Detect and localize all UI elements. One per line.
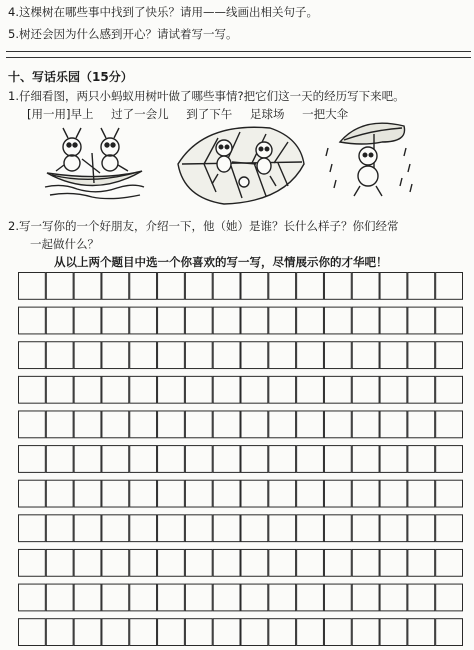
grid-cell[interactable] [213, 376, 240, 403]
grid-cell[interactable] [19, 342, 46, 369]
grid-cell[interactable] [102, 376, 129, 403]
grid-cell[interactable] [158, 376, 185, 403]
grid-cell[interactable] [297, 273, 324, 300]
grid-cell[interactable] [324, 480, 351, 507]
grid-cell[interactable] [324, 411, 351, 438]
grid-cell[interactable] [408, 584, 435, 611]
grid-cell[interactable] [297, 411, 324, 438]
grid-cell[interactable] [380, 480, 407, 507]
task-2-line-2: 一起做什么？ [30, 237, 99, 251]
grid-cell[interactable] [46, 584, 73, 611]
grid-cell[interactable] [380, 515, 407, 542]
grid-cell[interactable] [46, 411, 73, 438]
grid-cell[interactable] [408, 307, 435, 334]
grid-cell[interactable] [352, 376, 379, 403]
grid-cell[interactable] [352, 411, 379, 438]
grid-cell[interactable] [74, 446, 101, 473]
grid-cell[interactable] [46, 273, 73, 300]
ants-on-leaf-boat-icon [42, 125, 146, 201]
grid-cell[interactable] [185, 273, 212, 300]
grid-cell[interactable] [46, 619, 73, 646]
grid-cell[interactable] [241, 411, 268, 438]
grid-row[interactable] [19, 446, 463, 473]
grid-cell[interactable] [408, 480, 435, 507]
grid-cell[interactable] [436, 307, 463, 334]
grid-cell[interactable] [408, 376, 435, 403]
grid-cell[interactable] [213, 411, 240, 438]
grid-cell[interactable] [241, 273, 268, 300]
grid-cell[interactable] [436, 480, 463, 507]
grid-cell[interactable] [213, 342, 240, 369]
grid-cell[interactable] [130, 376, 157, 403]
grid-row[interactable] [19, 307, 463, 334]
task-1: 1.仔细看图，两只小蚂蚁用树叶做了哪些事情?把它们这一天的经历写下来吧。 [8, 89, 405, 103]
grid-cell[interactable] [436, 376, 463, 403]
grid-cell[interactable] [185, 549, 212, 576]
grid-cell[interactable] [436, 411, 463, 438]
grid-cell[interactable] [380, 619, 407, 646]
writing-grid[interactable] [18, 272, 463, 646]
grid-cell[interactable] [436, 549, 463, 576]
grid-cell[interactable] [380, 376, 407, 403]
grid-cell[interactable] [130, 549, 157, 576]
section-title: 十、写话乐园（15分） [8, 70, 133, 84]
grid-cell[interactable] [185, 584, 212, 611]
grid-cell[interactable] [213, 446, 240, 473]
grid-cell[interactable] [269, 480, 296, 507]
grid-cell[interactable] [352, 619, 379, 646]
grid-cell[interactable] [436, 342, 463, 369]
grid-cell[interactable] [158, 446, 185, 473]
ant-under-leaf-umbrella-icon [322, 112, 418, 200]
hint-word: 到了下午 [186, 107, 233, 121]
grid-cell[interactable] [352, 480, 379, 507]
grid-cell[interactable] [46, 307, 73, 334]
grid-cell[interactable] [297, 376, 324, 403]
grid-cell[interactable] [408, 619, 435, 646]
grid-cell[interactable] [324, 619, 351, 646]
grid-cell[interactable] [324, 584, 351, 611]
grid-cell[interactable] [297, 307, 324, 334]
grid-cell[interactable] [185, 307, 212, 334]
grid-cell[interactable] [297, 584, 324, 611]
grid-cell[interactable] [297, 515, 324, 542]
grid-cell[interactable] [46, 446, 73, 473]
grid-cell[interactable] [241, 446, 268, 473]
grid-cell[interactable] [74, 342, 101, 369]
grid-cell[interactable] [436, 515, 463, 542]
grid-cell[interactable] [408, 549, 435, 576]
grid-cell[interactable] [324, 446, 351, 473]
grid-cell[interactable] [158, 549, 185, 576]
section-divider [6, 57, 471, 58]
grid-row[interactable] [19, 549, 463, 576]
grid-row[interactable] [19, 411, 463, 438]
grid-cell[interactable] [102, 273, 129, 300]
grid-cell[interactable] [241, 584, 268, 611]
grid-cell[interactable] [269, 515, 296, 542]
grid-cell[interactable] [158, 619, 185, 646]
grid-cell[interactable] [19, 446, 46, 473]
grid-cell[interactable] [269, 342, 296, 369]
grid-cell[interactable] [269, 307, 296, 334]
grid-cell[interactable] [297, 549, 324, 576]
grid-cell[interactable] [130, 273, 157, 300]
grid-cell[interactable] [380, 342, 407, 369]
grid-cell[interactable] [46, 515, 73, 542]
grid-cell[interactable] [158, 480, 185, 507]
grid-cell[interactable] [19, 376, 46, 403]
grid-cell[interactable] [46, 342, 73, 369]
grid-cell[interactable] [436, 273, 463, 300]
grid-cell[interactable] [185, 446, 212, 473]
grid-cell[interactable] [324, 273, 351, 300]
grid-cell[interactable] [19, 273, 46, 300]
grid-cell[interactable] [352, 446, 379, 473]
grid-cell[interactable] [74, 376, 101, 403]
grid-row[interactable] [19, 584, 463, 611]
grid-cell[interactable] [185, 515, 212, 542]
grid-row[interactable] [19, 273, 463, 300]
grid-cell[interactable] [158, 515, 185, 542]
grid-cell[interactable] [158, 342, 185, 369]
grid-cell[interactable] [213, 619, 240, 646]
hint-word: [用一用]早上 [27, 107, 94, 121]
grid-cell[interactable] [408, 446, 435, 473]
grid-cell[interactable] [324, 307, 351, 334]
grid-cell[interactable] [324, 549, 351, 576]
grid-cell[interactable] [185, 411, 212, 438]
grid-cell[interactable] [269, 549, 296, 576]
grid-cell[interactable] [324, 515, 351, 542]
grid-cell[interactable] [46, 480, 73, 507]
grid-row[interactable] [19, 376, 463, 403]
grid-cell[interactable] [185, 619, 212, 646]
grid-cell[interactable] [352, 584, 379, 611]
grid-cell[interactable] [102, 342, 129, 369]
grid-cell[interactable] [102, 307, 129, 334]
grid-cell[interactable] [269, 273, 296, 300]
grid-cell[interactable] [297, 342, 324, 369]
grid-cell[interactable] [352, 307, 379, 334]
grid-cell[interactable] [74, 515, 101, 542]
grid-cell[interactable] [380, 549, 407, 576]
question-5: 5.树还会因为什么感到开心？请试着写一写。 [8, 27, 238, 41]
grid-cell[interactable] [213, 480, 240, 507]
grid-cell[interactable] [74, 584, 101, 611]
grid-cell[interactable] [102, 480, 129, 507]
grid-cell[interactable] [130, 619, 157, 646]
grid-cell[interactable] [130, 515, 157, 542]
grid-cell[interactable] [269, 619, 296, 646]
grid-cell[interactable] [158, 411, 185, 438]
grid-cell[interactable] [185, 342, 212, 369]
grid-cell[interactable] [74, 307, 101, 334]
grid-cell[interactable] [130, 480, 157, 507]
grid-cell[interactable] [352, 549, 379, 576]
grid-cell[interactable] [352, 273, 379, 300]
grid-cell[interactable] [241, 619, 268, 646]
choose-instruction: 从以上两个题目中选一个你喜欢的写一写，尽情展示你的才华吧！ [54, 255, 388, 269]
grid-cell[interactable] [19, 515, 46, 542]
grid-cell[interactable] [130, 342, 157, 369]
grid-cell[interactable] [130, 411, 157, 438]
grid-cell[interactable] [158, 273, 185, 300]
grid-cell[interactable] [130, 307, 157, 334]
grid-cell[interactable] [269, 411, 296, 438]
grid-cell[interactable] [269, 376, 296, 403]
hint-word: 足球场 [249, 107, 285, 121]
grid-cell[interactable] [380, 307, 407, 334]
grid-cell[interactable] [102, 515, 129, 542]
grid-cell[interactable] [158, 307, 185, 334]
grid-cell[interactable] [297, 446, 324, 473]
grid-cell[interactable] [408, 411, 435, 438]
grid-cell[interactable] [436, 584, 463, 611]
grid-cell[interactable] [352, 342, 379, 369]
grid-cell[interactable] [19, 549, 46, 576]
grid-cell[interactable] [74, 411, 101, 438]
grid-cell[interactable] [102, 584, 129, 611]
grid-cell[interactable] [241, 376, 268, 403]
grid-cell[interactable] [213, 307, 240, 334]
grid-cell[interactable] [436, 446, 463, 473]
grid-cell[interactable] [324, 376, 351, 403]
grid-cell[interactable] [380, 411, 407, 438]
grid-cell[interactable] [380, 446, 407, 473]
grid-cell[interactable] [102, 549, 129, 576]
grid-cell[interactable] [19, 411, 46, 438]
grid-cell[interactable] [213, 584, 240, 611]
grid-cell[interactable] [241, 515, 268, 542]
grid-cell[interactable] [408, 515, 435, 542]
task-2-line-1: 2.写一写你的一个好朋友，介绍一下，他（她）是谁？长什么样子？你们经常 [8, 219, 399, 233]
grid-cell[interactable] [380, 584, 407, 611]
grid-cell[interactable] [213, 515, 240, 542]
grid-row[interactable] [19, 515, 463, 542]
grid-row[interactable] [19, 480, 463, 507]
answer-line [6, 51, 471, 52]
grid-cell[interactable] [408, 273, 435, 300]
grid-cell[interactable] [241, 342, 268, 369]
grid-cell[interactable] [241, 480, 268, 507]
grid-cell[interactable] [352, 515, 379, 542]
grid-cell[interactable] [158, 584, 185, 611]
grid-row[interactable] [19, 619, 463, 646]
question-4: 4.这棵树在哪些事中找到了快乐？请用——线画出相关句子。 [8, 5, 318, 19]
hint-word: 过了一会儿 [111, 107, 169, 121]
grid-cell[interactable] [19, 619, 46, 646]
grid-cell[interactable] [19, 584, 46, 611]
grid-cell[interactable] [297, 619, 324, 646]
grid-cell[interactable] [130, 584, 157, 611]
ants-playing-ball-on-leaf-icon [174, 118, 308, 210]
grid-cell[interactable] [185, 480, 212, 507]
grid-cell[interactable] [130, 446, 157, 473]
grid-cell[interactable] [74, 549, 101, 576]
grid-cell[interactable] [380, 273, 407, 300]
grid-cell[interactable] [74, 480, 101, 507]
grid-cell[interactable] [241, 307, 268, 334]
grid-cell[interactable] [436, 619, 463, 646]
grid-cell[interactable] [241, 549, 268, 576]
grid-cell[interactable] [297, 480, 324, 507]
grid-cell[interactable] [213, 549, 240, 576]
grid-cell[interactable] [102, 411, 129, 438]
grid-cell[interactable] [74, 619, 101, 646]
grid-cell[interactable] [324, 342, 351, 369]
grid-cell[interactable] [102, 619, 129, 646]
grid-cell[interactable] [102, 446, 129, 473]
grid-row[interactable] [19, 342, 463, 369]
hint-word: 一把大伞 [302, 107, 349, 121]
grid-cell[interactable] [185, 376, 212, 403]
grid-cell[interactable] [74, 273, 101, 300]
grid-cell[interactable] [269, 584, 296, 611]
grid-cell[interactable] [213, 273, 240, 300]
grid-cell[interactable] [19, 307, 46, 334]
grid-cell[interactable] [46, 376, 73, 403]
grid-cell[interactable] [408, 342, 435, 369]
grid-cell[interactable] [19, 480, 46, 507]
grid-cell[interactable] [269, 446, 296, 473]
grid-cell[interactable] [46, 549, 73, 576]
